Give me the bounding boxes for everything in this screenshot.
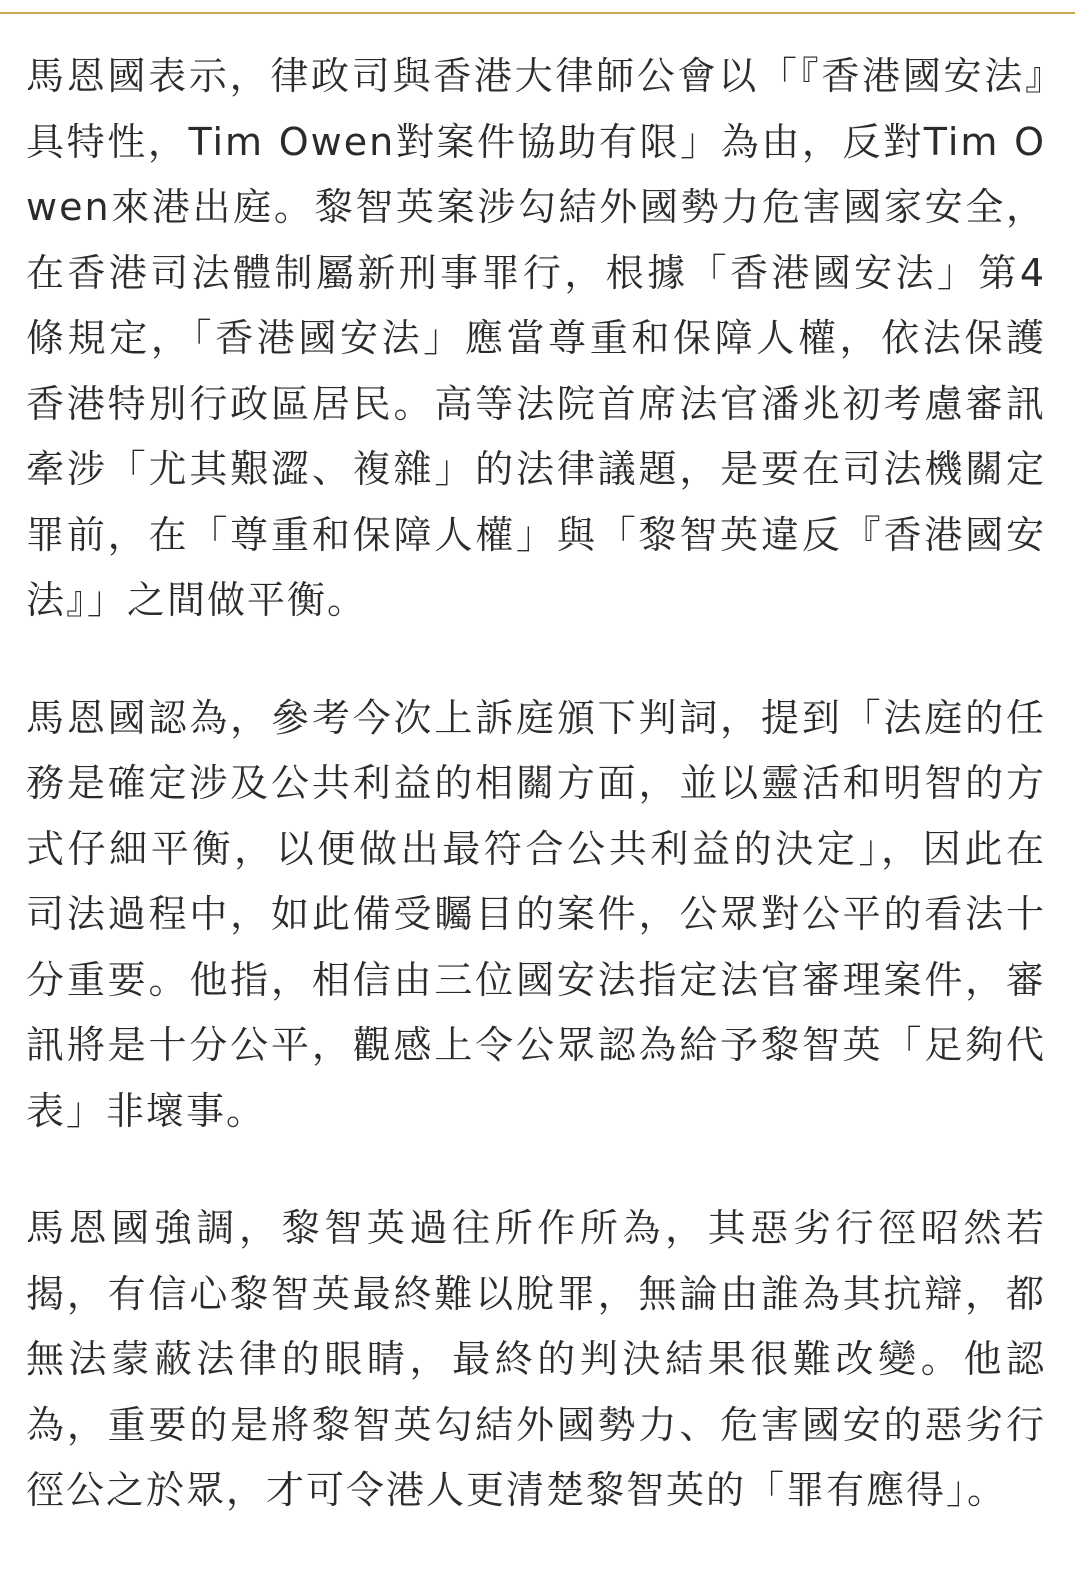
article-paragraph-3: 馬恩國強調，黎智英過往所作所為，其惡劣行徑昭然若揭，有信心黎智英最終難以脫罪，無論由誰為其抗辯，都無法蒙蔽法律的眼睛，最終的判決結果很難改變。他認為，重要的是將黎智英勾結外國勢力、危害國安的惡劣行徑公之於眾，才可令港人更清楚黎智英的「罪有應得」。 [26, 1206, 1046, 1512]
article-paragraph-1: 馬恩國表示，律政司與香港大律師公會以「『香港國安法』具特性，Tim Owen對案件協助有限」為由，反對Tim Owen來港出庭。黎智英案涉勾結外國勢力危害國家安全，在香港司法體制屬新刑事罪行，根據「香港國安法」第4條規定，「香港國安法」應當尊重和保障人權，依法保護香港特別行政區居民。高等法院首席法官潘兆初考慮審訊牽涉「尤其艱澀、複雜」的法律議題，是要在司法機關定罪前，在「尊重和保障人權」與「黎智英違反『香港國安法』」之間做平衡。 [26, 54, 1046, 622]
article-paragraph-2: 馬恩國認為，參考今次上訴庭頒下判詞，提到「法庭的任務是確定涉及公共利益的相關方面，並以靈活和明智的方式仔細平衡，以便做出最符合公共利益的決定」，因此在司法過程中，如此備受矚目的案件，公眾對公平的看法十分重要。他指，相信由三位國安法指定法官審理案件，審訊將是十分公平，觀感上令公眾認為給予黎智英「足夠代表」非壞事。 [26, 695, 1046, 1133]
top-divider [0, 0, 1075, 14]
article-body [26, 44, 1046, 1576]
